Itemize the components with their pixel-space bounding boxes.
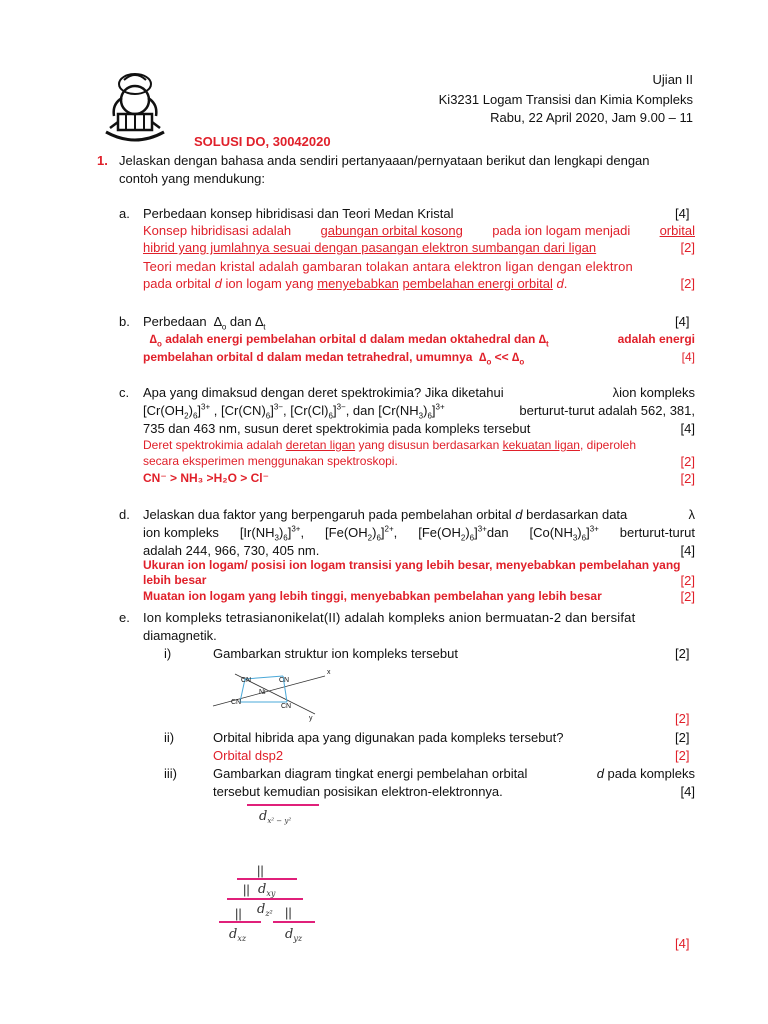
label-dxy: $d_{xy}$ [258, 882, 276, 898]
struct-cn-2: CN [279, 677, 290, 684]
label-dx2-y2: $d_{x^2 - y^2}$ [259, 809, 292, 825]
item-b-marks: [4] [675, 314, 690, 329]
item-a-marks: [4] [675, 206, 690, 221]
sub-ii-marks: [2] [675, 730, 690, 745]
sub-iii-answer-marks: [4] [675, 936, 690, 951]
label-dz2: $d_{z^2}$ [257, 902, 273, 918]
sub-i-marks: [2] [675, 646, 690, 661]
axis-x-label: x [327, 669, 331, 676]
item-d-letter: d. [119, 507, 130, 522]
question-number: 1. [97, 153, 108, 168]
course-title: Ki3231 Logam Transisi dan Kimia Kompleks [438, 92, 693, 107]
struct-cn-1: CN [241, 677, 252, 684]
item-b-answer: $\Delta_o$ adalah energi pembelahan orbital d dalam medan oktahedral dan $\Delta_t$ adalah energi pembelahan orbital d dalam medan tetrahedral, umumnya $\Delta_o << \Delta_o$ [4] [143, 332, 695, 367]
energy-level-diagram [215, 800, 325, 945]
solution-label: SOLUSI DO, 30042020 [194, 134, 331, 149]
item-a-letter: a. [119, 206, 130, 221]
sub-i-answer-marks: [2] [675, 711, 690, 726]
square-planar-structure [205, 664, 345, 722]
item-c-answer: Deret spektrokimia adalah deretan ligan yang disusun berdasarkan kekuatan ligan, diperoleh secara eksperimen menggunakan spektroskopi. [2] CN⁻ > NH₃ >H₂O > Cl⁻ [2] [143, 438, 695, 486]
item-d-question: Jelaskan dua faktor yang berpengaruh pada pembelahan orbital d berdasarkan data λ ion kompleks $[Ir(NH_3)_6]^{3+}$, $[Fe(OH_2)_6]^{2+}$, $[Fe(OH_2)_6]^{3+}dan$ $[Co(NH_3)_6]^{3+}$ berturut-turut adalah 244, 966, 730, 405 nm. [4] [143, 507, 695, 558]
sub-ii-answer-marks: [2] [675, 748, 690, 763]
sub-ii-number: ii) [164, 730, 175, 745]
institution-logo [100, 70, 170, 146]
item-e-letter: e. [119, 610, 130, 625]
item-a-answer-1: Konsep hibridisasi adalah gabungan orbital kosong pada ion logam menjadi orbital hibrid yang jumlahnya sesuai dengan pasangan elektron sumbangan dari ligan [2] [143, 223, 695, 255]
sub-ii-text: Orbital hibrida apa yang digunakan pada kompleks tersebut? [213, 730, 564, 745]
question-text: Jelaskan dengan bahasa anda sendiri pertanyaaan/pernyataan berikut dan lengkapi dengan contoh yang mendukung: [119, 153, 650, 186]
item-d-answer: Ukuran ion logam/ posisi ion logam transisi yang lebih besar, menyebabkan pembelahan yang lebih besar [2] Muatan ion logam yang lebih tinggi, menyebabkan pembelahan yang lebih besar [2] [143, 558, 695, 604]
label-dxz: $d_{xz}$ [229, 927, 247, 943]
axis-y-label: y [309, 715, 313, 722]
item-a-answer-2: Teori medan kristal adalah gambaran tolakan antara elektron ligan dengan elektron pada orbital d ion logam yang menyebabkan pembelahan energi orbital d. [2] [143, 259, 695, 291]
svg-text:||: || [257, 863, 264, 878]
sub-i-number: i) [164, 646, 172, 661]
item-b-letter: b. [119, 314, 130, 329]
item-a-question: Perbedaan konsep hibridisasi dan Teori Medan Kristal [143, 206, 454, 221]
item-c-letter: c. [119, 385, 130, 400]
sub-i-text: Gambarkan struktur ion kompleks tersebut [213, 646, 458, 661]
item-c-question: Apa yang dimaksud dengan deret spektrokimia? Jika diketahui λion kompleks $[Cr(OH_2)_6]^{3+}$ , $[Cr(CN)_6]^{3-}$, $[Cr(Cl)_6]^{3-}$, dan $[Cr(NH_3)_6]^{3+}$ berturut-turut adalah 562, 381, 735 dan 463 nm, susun deret spektrokimia pada kompleks tersebut [4] [143, 385, 695, 436]
sub-iii-number: iii) [164, 766, 177, 781]
sub-iii-text: Gambarkan diagram tingkat energi pembelahan orbital d pada kompleks tersebut kemudian posisikan elektron-elektronnya. [4] [213, 766, 695, 799]
svg-text:||: || [243, 882, 250, 897]
svg-text:||: || [235, 906, 242, 921]
item-e-question: Ion kompleks tetrasianonikelat(II) adalah kompleks anion bermuatan-2 dan bersifat diamagnetik. [143, 610, 636, 643]
struct-cn-4: CN [281, 703, 292, 710]
struct-cn-3: CN [231, 699, 242, 706]
label-dyz: $d_{yz}$ [285, 927, 303, 943]
sub-ii-answer: Orbital dsp2 [213, 748, 284, 763]
item-b-question: Perbedaan $\Delta_o$ dan $\Delta_t$ [143, 314, 266, 332]
struct-ni: Ni [259, 689, 266, 696]
exam-date: Rabu, 22 April 2020, Jam 9.00 – 11 [490, 110, 693, 125]
exam-title: Ujian II [652, 72, 693, 87]
spectrochemical-series: CN⁻ > NH₃ >H₂O > Cl⁻ [143, 471, 269, 485]
svg-text:||: || [285, 905, 292, 920]
